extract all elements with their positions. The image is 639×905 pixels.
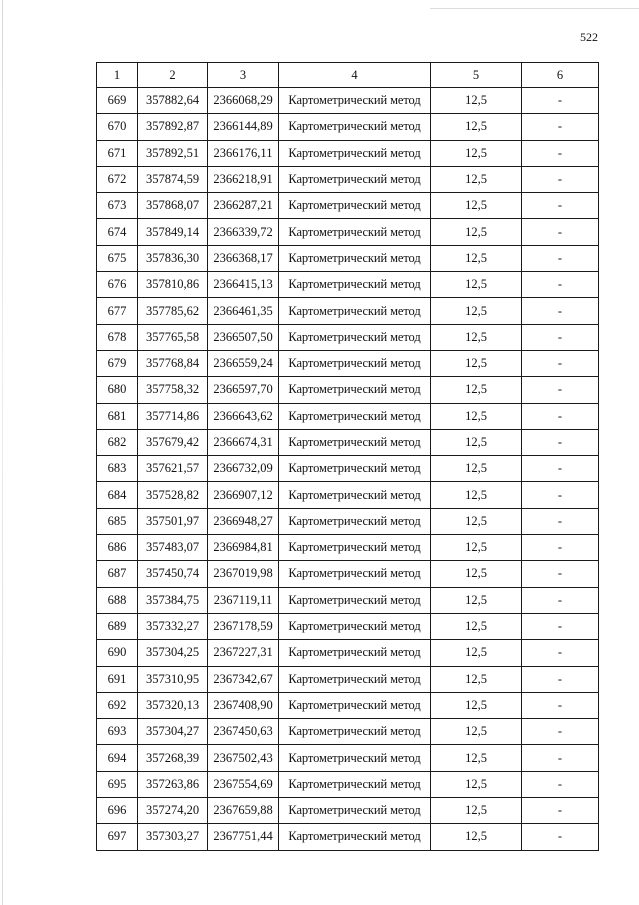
cell-accuracy: 12,5 xyxy=(431,798,522,824)
cell-accuracy: 12,5 xyxy=(431,193,522,219)
header-col-6: 6 xyxy=(522,63,599,88)
cell-accuracy: 12,5 xyxy=(431,324,522,350)
cell-note: - xyxy=(522,272,599,298)
cell-point-number: 689 xyxy=(97,613,138,639)
cell-point-number: 672 xyxy=(97,166,138,192)
cell-point-number: 693 xyxy=(97,719,138,745)
cell-accuracy: 12,5 xyxy=(431,245,522,271)
cell-coord-y: 2366176,11 xyxy=(208,140,279,166)
table-row xyxy=(97,561,599,587)
cell-point-number: 682 xyxy=(97,429,138,455)
cell-method: Картометрический метод xyxy=(279,166,431,192)
header-col-5: 5 xyxy=(431,63,522,88)
table-row xyxy=(97,535,599,561)
cell-method: Картометрический метод xyxy=(279,745,431,771)
cell-method: Картометрический метод xyxy=(279,824,431,850)
cell-method: Картометрический метод xyxy=(279,771,431,797)
cell-method: Картометрический метод xyxy=(279,245,431,271)
cell-point-number: 694 xyxy=(97,745,138,771)
table-row xyxy=(97,482,599,508)
cell-coord-y: 2366068,29 xyxy=(208,88,279,114)
table-row xyxy=(97,587,599,613)
cell-method: Картометрический метод xyxy=(279,88,431,114)
table-row xyxy=(97,429,599,455)
cell-point-number: 676 xyxy=(97,272,138,298)
cell-accuracy: 12,5 xyxy=(431,114,522,140)
cell-note: - xyxy=(522,561,599,587)
cell-method: Картометрический метод xyxy=(279,640,431,666)
cell-accuracy: 12,5 xyxy=(431,508,522,534)
cell-accuracy: 12,5 xyxy=(431,561,522,587)
cell-note: - xyxy=(522,482,599,508)
table-row xyxy=(97,324,599,350)
cell-accuracy: 12,5 xyxy=(431,88,522,114)
cell-point-number: 671 xyxy=(97,140,138,166)
cell-coord-y: 2367450,63 xyxy=(208,719,279,745)
cell-coord-x: 357836,30 xyxy=(138,245,208,271)
cell-point-number: 679 xyxy=(97,350,138,376)
cell-note: - xyxy=(522,613,599,639)
cell-accuracy: 12,5 xyxy=(431,429,522,455)
table-row xyxy=(97,771,599,797)
table-header-row xyxy=(97,63,599,88)
cell-method: Картометрический метод xyxy=(279,587,431,613)
cell-method: Картометрический метод xyxy=(279,193,431,219)
cell-note: - xyxy=(522,535,599,561)
cell-coord-y: 2367178,59 xyxy=(208,613,279,639)
cell-method: Картометрический метод xyxy=(279,219,431,245)
table-row xyxy=(97,403,599,429)
cell-point-number: 669 xyxy=(97,88,138,114)
header-col-2: 2 xyxy=(138,63,208,88)
cell-coord-y: 2367751,44 xyxy=(208,824,279,850)
table-row xyxy=(97,88,599,114)
cell-coord-y: 2366597,70 xyxy=(208,377,279,403)
cell-coord-x: 357303,27 xyxy=(138,824,208,850)
cell-coord-x: 357483,07 xyxy=(138,535,208,561)
cell-note: - xyxy=(522,114,599,140)
cell-point-number: 674 xyxy=(97,219,138,245)
cell-coord-x: 357874,59 xyxy=(138,166,208,192)
cell-note: - xyxy=(522,771,599,797)
cell-note: - xyxy=(522,140,599,166)
table-row xyxy=(97,640,599,666)
cell-note: - xyxy=(522,403,599,429)
cell-coord-x: 357320,13 xyxy=(138,692,208,718)
cell-coord-y: 2366368,17 xyxy=(208,245,279,271)
coordinates-table xyxy=(96,62,599,851)
page-number: 522 xyxy=(580,30,598,44)
cell-coord-x: 357679,42 xyxy=(138,429,208,455)
cell-method: Картометрический метод xyxy=(279,114,431,140)
cell-method: Картометрический метод xyxy=(279,403,431,429)
cell-coord-y: 2367502,43 xyxy=(208,745,279,771)
cell-accuracy: 12,5 xyxy=(431,272,522,298)
cell-note: - xyxy=(522,245,599,271)
table-row xyxy=(97,377,599,403)
table-row xyxy=(97,272,599,298)
table-row xyxy=(97,350,599,376)
cell-method: Картометрический метод xyxy=(279,666,431,692)
cell-coord-y: 2366559,24 xyxy=(208,350,279,376)
cell-coord-y: 2367227,31 xyxy=(208,640,279,666)
cell-coord-x: 357892,51 xyxy=(138,140,208,166)
cell-coord-x: 357274,20 xyxy=(138,798,208,824)
cell-coord-x: 357868,07 xyxy=(138,193,208,219)
cell-accuracy: 12,5 xyxy=(431,298,522,324)
cell-note: - xyxy=(522,587,599,613)
cell-point-number: 675 xyxy=(97,245,138,271)
cell-point-number: 670 xyxy=(97,114,138,140)
cell-note: - xyxy=(522,719,599,745)
cell-point-number: 695 xyxy=(97,771,138,797)
cell-method: Картометрический метод xyxy=(279,298,431,324)
cell-method: Картометрический метод xyxy=(279,140,431,166)
cell-method: Картометрический метод xyxy=(279,272,431,298)
cell-method: Картометрический метод xyxy=(279,719,431,745)
cell-note: - xyxy=(522,324,599,350)
cell-note: - xyxy=(522,377,599,403)
cell-coord-y: 2367119,11 xyxy=(208,587,279,613)
cell-coord-y: 2367659,88 xyxy=(208,798,279,824)
cell-accuracy: 12,5 xyxy=(431,771,522,797)
table-row xyxy=(97,666,599,692)
cell-coord-x: 357304,25 xyxy=(138,640,208,666)
cell-point-number: 691 xyxy=(97,666,138,692)
cell-note: - xyxy=(522,640,599,666)
table-row xyxy=(97,824,599,850)
cell-point-number: 696 xyxy=(97,798,138,824)
table-row xyxy=(97,745,599,771)
table-row xyxy=(97,166,599,192)
cell-accuracy: 12,5 xyxy=(431,666,522,692)
cell-method: Картометрический метод xyxy=(279,350,431,376)
table-row xyxy=(97,193,599,219)
cell-note: - xyxy=(522,456,599,482)
cell-accuracy: 12,5 xyxy=(431,692,522,718)
cell-point-number: 681 xyxy=(97,403,138,429)
cell-accuracy: 12,5 xyxy=(431,166,522,192)
cell-accuracy: 12,5 xyxy=(431,587,522,613)
cell-method: Картометрический метод xyxy=(279,324,431,350)
cell-coord-y: 2366507,50 xyxy=(208,324,279,350)
cell-coord-x: 357892,87 xyxy=(138,114,208,140)
cell-coord-x: 357768,84 xyxy=(138,350,208,376)
cell-point-number: 677 xyxy=(97,298,138,324)
cell-note: - xyxy=(522,193,599,219)
cell-coord-x: 357304,27 xyxy=(138,719,208,745)
cell-note: - xyxy=(522,350,599,376)
cell-coord-x: 357528,82 xyxy=(138,482,208,508)
cell-point-number: 692 xyxy=(97,692,138,718)
cell-method: Картометрический метод xyxy=(279,429,431,455)
cell-accuracy: 12,5 xyxy=(431,640,522,666)
cell-point-number: 673 xyxy=(97,193,138,219)
table-row xyxy=(97,456,599,482)
cell-coord-x: 357765,58 xyxy=(138,324,208,350)
cell-coord-x: 357384,75 xyxy=(138,587,208,613)
header-col-1: 1 xyxy=(97,63,138,88)
cell-accuracy: 12,5 xyxy=(431,350,522,376)
cell-method: Картометрический метод xyxy=(279,535,431,561)
cell-coord-x: 357849,14 xyxy=(138,219,208,245)
cell-accuracy: 12,5 xyxy=(431,824,522,850)
cell-note: - xyxy=(522,219,599,245)
cell-coord-x: 357810,86 xyxy=(138,272,208,298)
cell-accuracy: 12,5 xyxy=(431,377,522,403)
cell-note: - xyxy=(522,745,599,771)
cell-coord-x: 357310,95 xyxy=(138,666,208,692)
cell-point-number: 684 xyxy=(97,482,138,508)
table-row xyxy=(97,719,599,745)
cell-coord-x: 357501,97 xyxy=(138,508,208,534)
table-row xyxy=(97,219,599,245)
cell-coord-y: 2367408,90 xyxy=(208,692,279,718)
cell-method: Картометрический метод xyxy=(279,482,431,508)
cell-coord-x: 357882,64 xyxy=(138,88,208,114)
cell-note: - xyxy=(522,88,599,114)
cell-note: - xyxy=(522,298,599,324)
cell-coord-y: 2366415,13 xyxy=(208,272,279,298)
table-row xyxy=(97,613,599,639)
cell-point-number: 687 xyxy=(97,561,138,587)
cell-method: Картометрический метод xyxy=(279,377,431,403)
cell-coord-y: 2366674,31 xyxy=(208,429,279,455)
table-row xyxy=(97,245,599,271)
scan-edge-left xyxy=(2,0,3,905)
cell-coord-y: 2367019,98 xyxy=(208,561,279,587)
cell-coord-x: 357263,86 xyxy=(138,771,208,797)
cell-accuracy: 12,5 xyxy=(431,719,522,745)
table-row xyxy=(97,114,599,140)
cell-coord-x: 357332,27 xyxy=(138,613,208,639)
cell-coord-y: 2366732,09 xyxy=(208,456,279,482)
cell-coord-x: 357785,62 xyxy=(138,298,208,324)
scan-edge-top xyxy=(430,8,639,9)
cell-coord-x: 357714,86 xyxy=(138,403,208,429)
header-col-4: 4 xyxy=(279,63,431,88)
cell-method: Картометрический метод xyxy=(279,456,431,482)
cell-coord-x: 357621,57 xyxy=(138,456,208,482)
cell-coord-y: 2366461,35 xyxy=(208,298,279,324)
cell-method: Картометрический метод xyxy=(279,561,431,587)
cell-method: Картометрический метод xyxy=(279,798,431,824)
cell-note: - xyxy=(522,166,599,192)
cell-note: - xyxy=(522,666,599,692)
cell-coord-y: 2366984,81 xyxy=(208,535,279,561)
cell-point-number: 685 xyxy=(97,508,138,534)
cell-coord-y: 2367554,69 xyxy=(208,771,279,797)
cell-note: - xyxy=(522,692,599,718)
cell-accuracy: 12,5 xyxy=(431,403,522,429)
cell-note: - xyxy=(522,508,599,534)
cell-point-number: 690 xyxy=(97,640,138,666)
cell-accuracy: 12,5 xyxy=(431,613,522,639)
table-row xyxy=(97,508,599,534)
cell-coord-x: 357268,39 xyxy=(138,745,208,771)
cell-accuracy: 12,5 xyxy=(431,745,522,771)
cell-coord-y: 2366339,72 xyxy=(208,219,279,245)
table-row xyxy=(97,798,599,824)
table-row xyxy=(97,298,599,324)
cell-accuracy: 12,5 xyxy=(431,140,522,166)
cell-point-number: 683 xyxy=(97,456,138,482)
cell-note: - xyxy=(522,429,599,455)
cell-note: - xyxy=(522,798,599,824)
cell-coord-y: 2366948,27 xyxy=(208,508,279,534)
cell-coord-y: 2366287,21 xyxy=(208,193,279,219)
cell-coord-y: 2367342,67 xyxy=(208,666,279,692)
cell-point-number: 678 xyxy=(97,324,138,350)
header-col-3: 3 xyxy=(208,63,279,88)
cell-accuracy: 12,5 xyxy=(431,535,522,561)
cell-coord-x: 357450,74 xyxy=(138,561,208,587)
cell-coord-x: 357758,32 xyxy=(138,377,208,403)
cell-method: Картометрический метод xyxy=(279,613,431,639)
cell-coord-y: 2366907,12 xyxy=(208,482,279,508)
table-body xyxy=(97,88,599,851)
cell-accuracy: 12,5 xyxy=(431,456,522,482)
cell-coord-y: 2366643,62 xyxy=(208,403,279,429)
table-row xyxy=(97,692,599,718)
table-row xyxy=(97,140,599,166)
cell-point-number: 686 xyxy=(97,535,138,561)
cell-point-number: 680 xyxy=(97,377,138,403)
cell-point-number: 688 xyxy=(97,587,138,613)
cell-coord-y: 2366218,91 xyxy=(208,166,279,192)
cell-point-number: 697 xyxy=(97,824,138,850)
cell-accuracy: 12,5 xyxy=(431,482,522,508)
cell-method: Картометрический метод xyxy=(279,692,431,718)
cell-method: Картометрический метод xyxy=(279,508,431,534)
cell-coord-y: 2366144,89 xyxy=(208,114,279,140)
cell-note: - xyxy=(522,824,599,850)
cell-accuracy: 12,5 xyxy=(431,219,522,245)
